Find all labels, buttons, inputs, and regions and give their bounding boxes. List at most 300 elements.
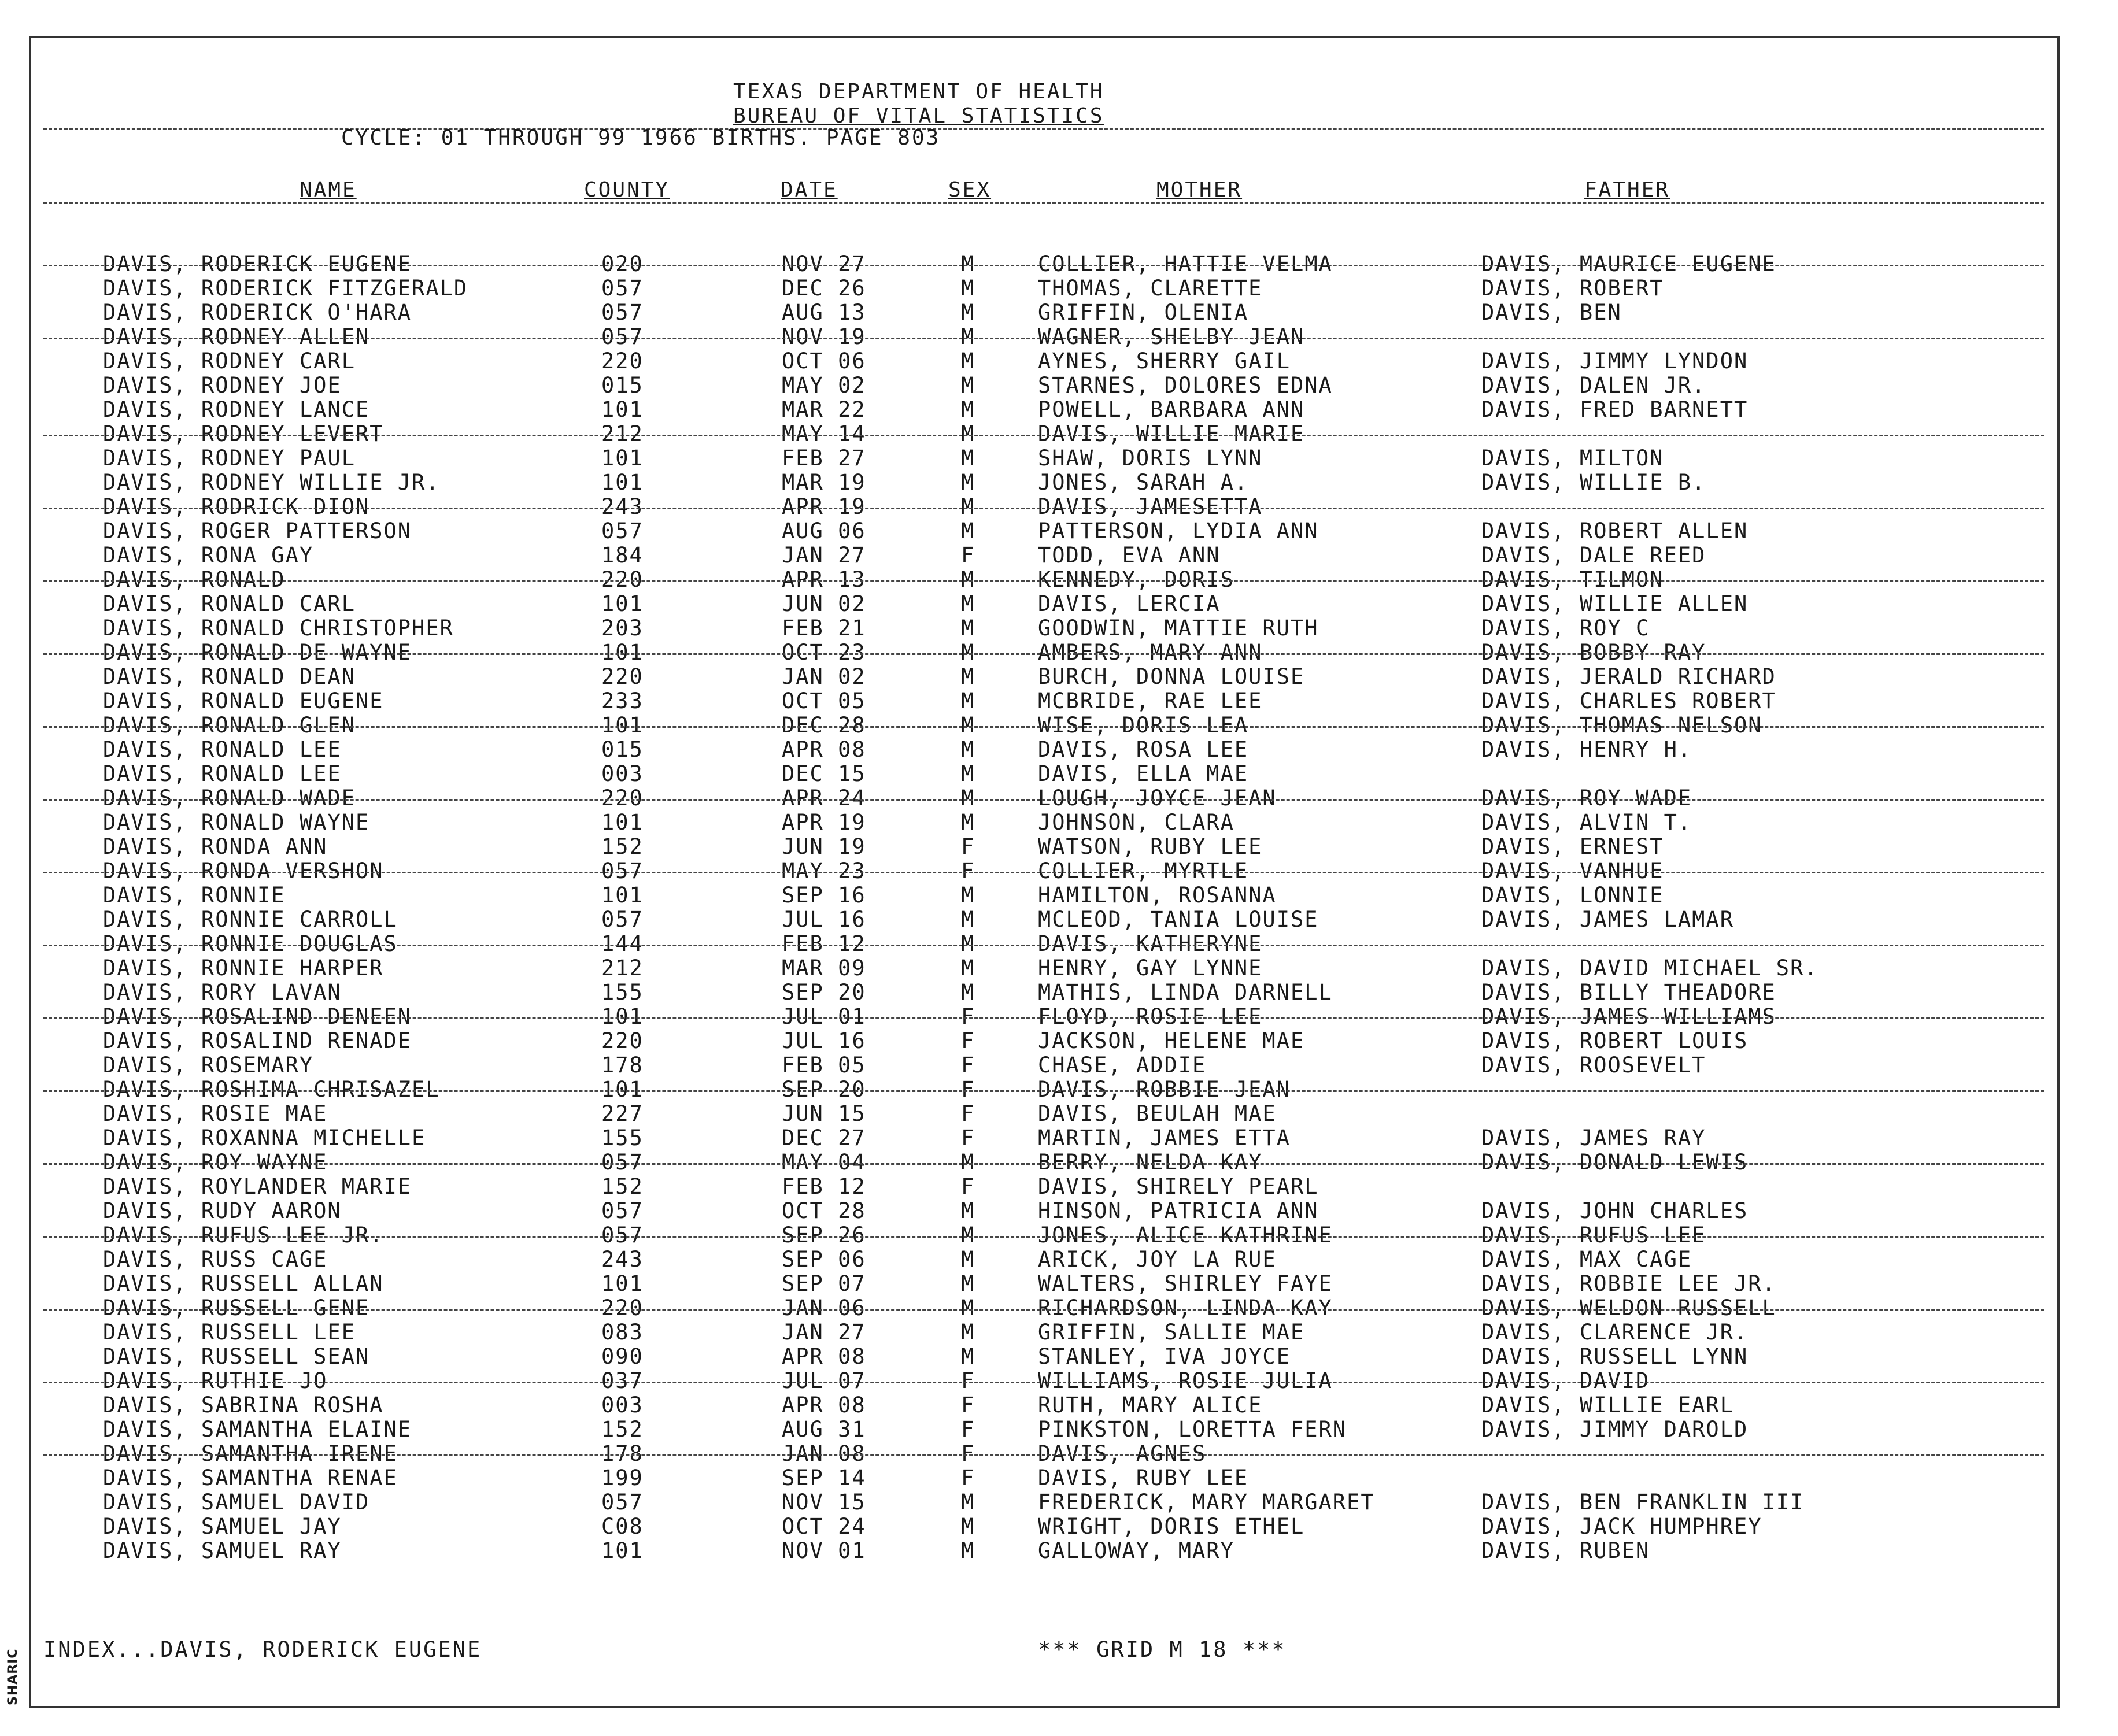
record-county: 057	[601, 276, 644, 301]
record-mother: JOHNSON, CLARA	[1038, 810, 1234, 835]
record-county: 144	[601, 931, 644, 956]
record-sex: M	[961, 737, 975, 762]
record-sex: M	[961, 1344, 975, 1369]
record-father: DAVIS, DALE REED	[1481, 543, 1706, 568]
record-county: 233	[601, 689, 644, 713]
record-mother: ARICK, JOY LA RUE	[1038, 1247, 1277, 1272]
table-row	[0, 325, 2118, 349]
record-county: 178	[601, 1441, 644, 1466]
record-sex: M	[961, 349, 975, 373]
record-date: SEP 20	[782, 980, 866, 1005]
record-mother: GRIFFIN, OLENIA	[1038, 300, 1249, 325]
record-sex: M	[961, 956, 975, 980]
record-sex: F	[961, 1126, 975, 1150]
table-row	[0, 519, 2118, 543]
table-row	[0, 1296, 2118, 1320]
record-father: DAVIS, VANHUE	[1481, 858, 1664, 883]
record-date: APR 08	[782, 1344, 866, 1369]
record-father: DAVIS, JIMMY LYNDON	[1481, 349, 1749, 373]
record-sex: M	[961, 664, 975, 689]
record-county: 057	[601, 1150, 644, 1175]
record-name: DAVIS, RUTHIE JO	[103, 1368, 328, 1393]
record-father: DAVIS, ROY C	[1481, 616, 1650, 641]
record-name: DAVIS, RODERICK O'HARA	[103, 300, 412, 325]
record-mother: JACKSON, HELENE MAE	[1038, 1028, 1305, 1053]
record-name: DAVIS, RUSSELL GENE	[103, 1295, 370, 1320]
record-name: DAVIS, RODERICK EUGENE	[103, 251, 412, 276]
record-date: SEP 20	[782, 1077, 866, 1102]
table-row	[0, 276, 2118, 301]
record-name: DAVIS, RUSSELL SEAN	[103, 1344, 370, 1369]
table-row	[0, 1320, 2118, 1345]
table-row	[0, 495, 2118, 519]
record-sex: M	[961, 251, 975, 276]
table-row	[0, 543, 2118, 568]
table-row	[0, 1442, 2118, 1466]
record-father: DAVIS, ERNEST	[1481, 834, 1664, 859]
table-row	[0, 980, 2118, 1005]
record-county: 090	[601, 1344, 644, 1369]
record-date: FEB 21	[782, 616, 866, 641]
record-date: SEP 06	[782, 1247, 866, 1272]
record-county: 015	[601, 737, 644, 762]
record-father: DAVIS, JAMES LAMAR	[1481, 907, 1734, 932]
record-mother: RICHARDSON, LINDA KAY	[1038, 1295, 1333, 1320]
column-header-date: DATE	[781, 178, 838, 202]
side-stamp-text: SHARIC	[6, 1648, 20, 1705]
record-father: DAVIS, MAX CAGE	[1481, 1247, 1692, 1272]
record-mother: FLOYD, ROSIE LEE	[1038, 1004, 1263, 1029]
record-county: 220	[601, 1295, 644, 1320]
record-name: DAVIS, SABRINA ROSHA	[103, 1393, 384, 1417]
record-name: DAVIS, RUSSELL ALLAN	[103, 1271, 384, 1296]
record-sex: M	[961, 446, 975, 471]
record-father: DAVIS, DONALD LEWIS	[1481, 1150, 1749, 1175]
table-row	[0, 1515, 2118, 1539]
table-row	[0, 1126, 2118, 1150]
record-date: APR 08	[782, 737, 866, 762]
record-name: DAVIS, RODNEY CARL	[103, 349, 356, 373]
record-sex: F	[961, 1465, 975, 1490]
record-date: NOV 15	[782, 1490, 866, 1515]
record-county: 101	[601, 640, 644, 665]
record-mother: AMBERS, MARY ANN	[1038, 640, 1263, 665]
record-mother: BURCH, DONNA LOUISE	[1038, 664, 1305, 689]
record-date: NOV 19	[782, 324, 866, 349]
table-row	[0, 446, 2118, 471]
table-row	[0, 1539, 2118, 1563]
record-sex: M	[961, 640, 975, 665]
record-county: 057	[601, 1198, 644, 1223]
record-name: DAVIS, RONNIE	[103, 883, 286, 908]
record-mother: DAVIS, JAMESETTA	[1038, 494, 1263, 519]
record-mother: LOUGH, JOYCE JEAN	[1038, 786, 1277, 810]
record-date: JUN 15	[782, 1101, 866, 1126]
table-row	[0, 398, 2118, 422]
record-father: DAVIS, FRED BARNETT	[1481, 397, 1749, 422]
record-sex: M	[961, 1247, 975, 1272]
record-county: 101	[601, 713, 644, 738]
record-name: DAVIS, ROSALIND DENEEN	[103, 1004, 412, 1029]
record-county: 220	[601, 567, 644, 592]
record-date: OCT 23	[782, 640, 866, 665]
record-father: DAVIS, WILLIE B.	[1481, 470, 1706, 495]
record-mother: PINKSTON, LORETTA FERN	[1038, 1417, 1347, 1442]
record-mother: GRIFFIN, SALLIE MAE	[1038, 1320, 1305, 1345]
record-name: DAVIS, RUDY AARON	[103, 1198, 342, 1223]
record-date: OCT 05	[782, 689, 866, 713]
table-row	[0, 786, 2118, 810]
record-date: MAY 04	[782, 1150, 866, 1175]
record-mother: MCLEOD, TANIA LOUISE	[1038, 907, 1319, 932]
record-county: 101	[601, 1538, 644, 1563]
record-date: APR 08	[782, 1393, 866, 1417]
record-date: JAN 27	[782, 1320, 866, 1345]
record-name: DAVIS, RUSSELL LEE	[103, 1320, 356, 1345]
table-row	[0, 713, 2118, 738]
record-date: APR 19	[782, 494, 866, 519]
record-name: DAVIS, RODNEY JOE	[103, 373, 342, 398]
table-row	[0, 1223, 2118, 1248]
record-father: DAVIS, LONNIE	[1481, 883, 1664, 908]
table-row	[0, 1150, 2118, 1175]
record-father: DAVIS, TILMON	[1481, 567, 1664, 592]
record-date: FEB 12	[782, 931, 866, 956]
record-sex: F	[961, 858, 975, 883]
record-date: MAY 14	[782, 421, 866, 446]
record-date: MAR 09	[782, 956, 866, 980]
record-date: JAN 02	[782, 664, 866, 689]
record-county: 220	[601, 664, 644, 689]
record-sex: M	[961, 713, 975, 738]
record-name: DAVIS, ROSALIND RENADE	[103, 1028, 412, 1053]
record-sex: M	[961, 567, 975, 592]
record-mother: DAVIS, KATHERYNE	[1038, 931, 1263, 956]
record-mother: DAVIS, SHIRELY PEARL	[1038, 1174, 1319, 1199]
record-date: OCT 28	[782, 1198, 866, 1223]
record-sex: M	[961, 421, 975, 446]
record-date: MAY 02	[782, 373, 866, 398]
table-row	[0, 738, 2118, 762]
record-date: JAN 27	[782, 543, 866, 568]
table-row	[0, 1272, 2118, 1296]
record-sex: M	[961, 980, 975, 1005]
record-mother: STARNES, DOLORES EDNA	[1038, 373, 1333, 398]
record-father: DAVIS, ALVIN T.	[1481, 810, 1692, 835]
table-row	[0, 1417, 2118, 1442]
record-county: 101	[601, 1004, 644, 1029]
record-sex: F	[961, 1441, 975, 1466]
record-name: DAVIS, SAMANTHA IRENE	[103, 1441, 398, 1466]
record-county: 037	[601, 1368, 644, 1393]
record-county: 220	[601, 1028, 644, 1053]
record-father: DAVIS, JOHN CHARLES	[1481, 1198, 1749, 1223]
record-name: DAVIS, RONALD	[103, 567, 286, 592]
record-mother: AYNES, SHERRY GAIL	[1038, 349, 1291, 373]
record-name: DAVIS, RONA GAY	[103, 543, 314, 568]
record-mother: JONES, ALICE KATHRINE	[1038, 1223, 1333, 1248]
record-name: DAVIS, RODNEY PAUL	[103, 446, 356, 471]
record-county: 003	[601, 1393, 644, 1417]
column-header-sex: SEX	[948, 178, 992, 202]
record-name: DAVIS, RONNIE CARROLL	[103, 907, 398, 932]
record-sex: M	[961, 786, 975, 810]
record-mother: MATHIS, LINDA DARNELL	[1038, 980, 1333, 1005]
record-county: 220	[601, 349, 644, 373]
record-county: 212	[601, 421, 644, 446]
record-date: JUN 19	[782, 834, 866, 859]
record-county: 101	[601, 446, 644, 471]
record-name: DAVIS, ROXANNA MICHELLE	[103, 1126, 426, 1150]
table-row	[0, 883, 2118, 908]
record-sex: M	[961, 1271, 975, 1296]
record-father: DAVIS, CHARLES ROBERT	[1481, 689, 1776, 713]
record-county: 057	[601, 300, 644, 325]
record-sex: M	[961, 1320, 975, 1345]
column-header-father: FATHER	[1584, 178, 1670, 202]
record-sex: F	[961, 1417, 975, 1442]
record-name: DAVIS, RONALD EUGENE	[103, 689, 384, 713]
record-name: DAVIS, RONALD GLEN	[103, 713, 356, 738]
record-name: DAVIS, SAMUEL RAY	[103, 1538, 342, 1563]
table-row	[0, 1466, 2118, 1490]
record-sex: F	[961, 1053, 975, 1078]
record-sex: M	[961, 276, 975, 301]
record-name: DAVIS, RODNEY ALLEN	[103, 324, 370, 349]
record-sex: M	[961, 397, 975, 422]
record-sex: M	[961, 1514, 975, 1539]
record-county: 101	[601, 810, 644, 835]
record-name: DAVIS, RUFUS LEE JR.	[103, 1223, 384, 1248]
table-row	[0, 301, 2118, 325]
header-department: TEXAS DEPARTMENT OF HEALTH	[733, 80, 1104, 103]
record-sex: M	[961, 616, 975, 641]
table-row	[0, 1053, 2118, 1078]
table-row	[0, 422, 2118, 446]
record-county: 220	[601, 786, 644, 810]
record-county: 003	[601, 761, 644, 786]
record-sex: M	[961, 373, 975, 398]
record-mother: HINSON, PATRICIA ANN	[1038, 1198, 1319, 1223]
record-father: DAVIS, ROBBIE LEE JR.	[1481, 1271, 1776, 1296]
record-county: 101	[601, 883, 644, 908]
record-date: SEP 26	[782, 1223, 866, 1248]
record-mother: SHAW, DORIS LYNN	[1038, 446, 1263, 471]
record-mother: HENRY, GAY LYNNE	[1038, 956, 1263, 980]
record-date: SEP 07	[782, 1271, 866, 1296]
record-mother: DAVIS, BEULAH MAE	[1038, 1101, 1277, 1126]
column-header-mother: MOTHER	[1156, 178, 1243, 202]
record-name: DAVIS, RODNEY WILLIE JR.	[103, 470, 440, 495]
record-father: DAVIS, WELDON RUSSELL	[1481, 1295, 1776, 1320]
table-row	[0, 641, 2118, 665]
record-mother: GALLOWAY, MARY	[1038, 1538, 1234, 1563]
table-row	[0, 373, 2118, 398]
record-father: DAVIS, ROBERT ALLEN	[1481, 519, 1749, 543]
record-name: DAVIS, RONALD DE WAYNE	[103, 640, 412, 665]
record-name: DAVIS, RONALD WAYNE	[103, 810, 370, 835]
column-header-county: COUNTY	[584, 178, 670, 202]
record-county: 057	[601, 907, 644, 932]
table-row	[0, 665, 2118, 689]
record-name: DAVIS, ROYLANDER MARIE	[103, 1174, 412, 1199]
record-mother: GOODWIN, MATTIE RUTH	[1038, 616, 1319, 641]
footer-grid: *** GRID M 18 ***	[1038, 1637, 1287, 1662]
record-mother: DAVIS, RUBY LEE	[1038, 1465, 1249, 1490]
record-date: DEC 27	[782, 1126, 866, 1150]
record-sex: M	[961, 1223, 975, 1248]
record-father: DAVIS, RUBEN	[1481, 1538, 1650, 1563]
table-row	[0, 810, 2118, 835]
record-father: DAVIS, DAVID MICHAEL SR.	[1481, 956, 1818, 980]
record-county: 101	[601, 591, 644, 616]
table-row	[0, 1490, 2118, 1515]
record-date: FEB 12	[782, 1174, 866, 1199]
record-father: DAVIS, JAMES WILLIAMS	[1481, 1004, 1776, 1029]
record-date: NOV 01	[782, 1538, 866, 1563]
record-name: DAVIS, RONDA ANN	[103, 834, 328, 859]
record-sex: M	[961, 324, 975, 349]
record-sex: M	[961, 1490, 975, 1515]
record-mother: COLLIER, HATTIE VELMA	[1038, 251, 1333, 276]
record-date: MAR 19	[782, 470, 866, 495]
record-mother: CHASE, ADDIE	[1038, 1053, 1207, 1078]
record-mother: FREDERICK, MARY MARGARET	[1038, 1490, 1375, 1515]
record-sex: M	[961, 1538, 975, 1563]
record-father: DAVIS, ROY WADE	[1481, 786, 1692, 810]
record-mother: KENNEDY, DORIS	[1038, 567, 1234, 592]
record-sex: M	[961, 494, 975, 519]
record-father: DAVIS, JIMMY DAROLD	[1481, 1417, 1749, 1442]
record-date: OCT 24	[782, 1514, 866, 1539]
table-row	[0, 252, 2118, 276]
table-row	[0, 762, 2118, 786]
record-mother: MCBRIDE, RAE LEE	[1038, 689, 1263, 713]
record-father: DAVIS, ROBERT LOUIS	[1481, 1028, 1749, 1053]
record-sex: F	[961, 1368, 975, 1393]
record-county: 101	[601, 470, 644, 495]
record-date: AUG 13	[782, 300, 866, 325]
record-father: DAVIS, WILLIE ALLEN	[1481, 591, 1749, 616]
record-date: NOV 27	[782, 251, 866, 276]
record-county: 155	[601, 980, 644, 1005]
record-father: DAVIS, DAVID	[1481, 1368, 1650, 1393]
record-date: SEP 16	[782, 883, 866, 908]
record-county: 155	[601, 1126, 644, 1150]
record-county: 057	[601, 324, 644, 349]
record-date: APR 13	[782, 567, 866, 592]
record-date: AUG 06	[782, 519, 866, 543]
record-date: JUN 02	[782, 591, 866, 616]
table-row	[0, 349, 2118, 373]
record-mother: TODD, EVA ANN	[1038, 543, 1221, 568]
record-mother: WAGNER, SHELBY JEAN	[1038, 324, 1305, 349]
record-county: 057	[601, 1223, 644, 1248]
record-name: DAVIS, RONNIE HARPER	[103, 956, 384, 980]
record-county: 199	[601, 1465, 644, 1490]
side-stamp	[3, 1642, 24, 1711]
record-father: DAVIS, BILLY THEADORE	[1481, 980, 1776, 1005]
record-date: JAN 06	[782, 1295, 866, 1320]
header-cycle: CYCLE: 01 THROUGH 99 1966 BIRTHS. PAGE 803	[341, 126, 941, 150]
table-row	[0, 689, 2118, 713]
record-date: JAN 08	[782, 1441, 866, 1466]
table-row	[0, 1369, 2118, 1393]
record-county: 057	[601, 1490, 644, 1515]
record-father: DAVIS, JAMES RAY	[1481, 1126, 1706, 1150]
record-name: DAVIS, RONALD CHRISTOPHER	[103, 616, 454, 641]
record-name: DAVIS, RONALD DEAN	[103, 664, 356, 689]
table-row	[0, 471, 2118, 495]
record-county: 020	[601, 251, 644, 276]
table-row	[0, 956, 2118, 980]
record-mother: WRIGHT, DORIS ETHEL	[1038, 1514, 1305, 1539]
record-name: DAVIS, SAMUEL DAVID	[103, 1490, 370, 1515]
record-name: DAVIS, RUSS CAGE	[103, 1247, 328, 1272]
record-name: DAVIS, RODERICK FITZGERALD	[103, 276, 468, 301]
table-row	[0, 932, 2118, 956]
record-sex: F	[961, 1101, 975, 1126]
table-row	[0, 1199, 2118, 1223]
record-mother: DAVIS, ROSA LEE	[1038, 737, 1249, 762]
record-date: OCT 06	[782, 349, 866, 373]
record-sex: M	[961, 519, 975, 543]
table-row	[0, 1175, 2118, 1199]
record-sex: F	[961, 1004, 975, 1029]
record-sex: F	[961, 1174, 975, 1199]
table-row	[0, 616, 2118, 641]
record-name: DAVIS, RONNIE DOUGLAS	[103, 931, 398, 956]
record-county: 243	[601, 1247, 644, 1272]
record-father: DAVIS, JERALD RICHARD	[1481, 664, 1776, 689]
record-mother: MARTIN, JAMES ETTA	[1038, 1126, 1291, 1150]
record-county: 152	[601, 1417, 644, 1442]
record-name: DAVIS, RORY LAVAN	[103, 980, 342, 1005]
record-father: DAVIS, BOBBY RAY	[1481, 640, 1706, 665]
record-sex: M	[961, 470, 975, 495]
record-mother: STANLEY, IVA JOYCE	[1038, 1344, 1291, 1369]
table-row	[0, 1029, 2118, 1053]
record-name: DAVIS, ROSIE MAE	[103, 1101, 328, 1126]
record-father: DAVIS, BEN	[1481, 300, 1622, 325]
record-father: DAVIS, THOMAS NELSON	[1481, 713, 1762, 738]
record-father: DAVIS, JACK HUMPHREY	[1481, 1514, 1762, 1539]
record-mother: DAVIS, AGNES	[1038, 1441, 1207, 1466]
record-sex: M	[961, 1150, 975, 1175]
record-county: 101	[601, 1271, 644, 1296]
record-name: DAVIS, ROGER PATTERSON	[103, 519, 412, 543]
record-name: DAVIS, RODRICK DION	[103, 494, 370, 519]
record-date: SEP 14	[782, 1465, 866, 1490]
table-row	[0, 1345, 2118, 1369]
record-name: DAVIS, SAMANTHA ELAINE	[103, 1417, 412, 1442]
record-father: DAVIS, BEN FRANKLIN III	[1481, 1490, 1805, 1515]
record-sex: M	[961, 591, 975, 616]
table-row	[0, 1102, 2118, 1126]
record-county: 212	[601, 956, 644, 980]
record-mother: DAVIS, WILLIE MARIE	[1038, 421, 1305, 446]
record-mother: BERRY, NELDA KAY	[1038, 1150, 1263, 1175]
record-name: DAVIS, ROY WAYNE	[103, 1150, 328, 1175]
record-name: DAVIS, ROSHIMA CHRISAZEL	[103, 1077, 440, 1102]
record-name: DAVIS, ROSEMARY	[103, 1053, 314, 1078]
record-mother: JONES, SARAH A.	[1038, 470, 1249, 495]
record-sex: F	[961, 1077, 975, 1102]
record-father: DAVIS, MAURICE EUGENE	[1481, 251, 1776, 276]
column-header-name: NAME	[300, 178, 357, 202]
record-sex: M	[961, 931, 975, 956]
record-county: 101	[601, 397, 644, 422]
